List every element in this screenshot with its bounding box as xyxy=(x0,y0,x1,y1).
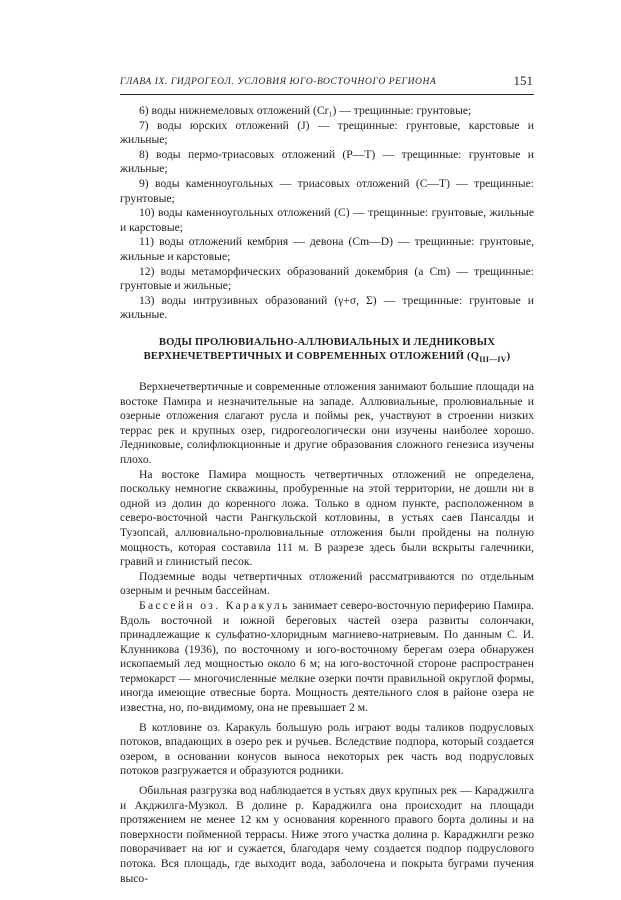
header-rule xyxy=(120,94,534,95)
section-heading-line-2 xyxy=(120,350,534,367)
paragraph-basins: Подземные воды четвертичных отложений рассматриваются по отдельным озерным и речным бассейнам. xyxy=(120,569,534,598)
paragraph-taliks: В котловине оз. Каракуль большую роль играют воды таликов подрусловых потоков, впадающих в озеро рек и ручьев. Вследствие подпора, который создается озером, в основании конусов выноса некоторых рек часть вод подрусловых потоков разгружается и образуются родники. xyxy=(120,720,534,778)
karakul-basin-heading: Бассейн оз. Каракуль xyxy=(139,598,290,612)
list-item: 9) воды каменноугольных — триасовых отложений (C—T) — трещинные: грунтовые; xyxy=(120,176,534,205)
list-item: 10) воды каменноугольных отложений (C) — трещинные: грунтовые, жильные и карстовые; xyxy=(120,206,534,234)
section-heading-subscript: III—IV xyxy=(479,355,507,365)
list-item: 12) воды метаморфических образований докембрия (a Cm) — трещинные: грунтовые и жильные; xyxy=(120,264,534,293)
list-item: 7) воды юрских отложений (J) — трещинные: грунтовые, карстовые и жильные; xyxy=(120,118,534,147)
page-body xyxy=(120,104,534,886)
section-heading xyxy=(120,336,534,367)
section-heading-line-1: ВОДЫ ПРОЛЮВИАЛЬНО-АЛЛЮВИАЛЬНЫХ И ЛЕДНИКОВЫХ xyxy=(158,336,496,348)
running-head: ГЛАВА IX. ГИДРОГЕОЛ. УСЛОВИЯ ЮГО-ВОСТОЧНОГО РЕГИОНА xyxy=(120,77,437,87)
section-heading-close: ) xyxy=(506,350,511,362)
karakul-basin-text: занимает северо-восточную периферию Памира. Вдоль восточной и южной береговых частей озера развиты солончаки, принадлежащие к сульфатно-хлоридным магниево-натриевым. По данным С. И. Клунникова (1936), по восточному и юго-восточному берегам озера обнаружен ископаемый лед мощностью около 6 м; на юго-восточной стороне распространен термокарст — многочисленные мелкие озерки почти правильной округлой формы, иногда имеющие отвесные борта. Мощность деятельного слоя в районе озера не известна, но, по-видимому, она не превышает 2 м. xyxy=(120,598,534,715)
list-item: 6) воды нижнемеловых отложений (Cr₁) — трещинные: грунтовые; xyxy=(139,104,472,117)
section-heading-text: ВЕРХНЕЧЕТВЕРТИЧНЫХ И СОВРЕМЕННЫХ ОТЛОЖЕНИЙ (Q xyxy=(143,350,480,362)
list-item: 13) воды интрузивных образований (γ+σ, Σ) — трещинные: грунтовые и жильные. xyxy=(120,293,534,322)
page-number: 151 xyxy=(513,73,533,88)
paragraph-thickness: На востоке Памира мощность четвертичных отложений не определена, поскольку немногие скважины, пробуренные на этой территории, не дошли ни в одной из долин до коренного ложа. Только в одном пункте, расположенном в северо-восточной части Рангкульской котловины, в устьях саев Пансалды и Тузопсай, аллювиально-пролювиальные отложения были пройдены на полную мощность, которая составила 111 м. В разрезе здесь были вскрыты галечники, гравий и глинистый песок. xyxy=(120,467,534,569)
paragraph-intro: Верхнечетвертичные и современные отложения занимают большие площади на востоке Памира и незначительные на западе. Аллювиальные, пролювиальные и озерные отложения слагают русла и поймы рек, участвуют в строении низких террас рек и крупных озер, гидрогеологически они изучены наиболее хорошо. Ледниковые, солифлюкционные и другие образования сложного генезиса изучены плохо. xyxy=(120,380,534,466)
paragraph-discharge: Обильная разгрузка вод наблюдается в устьях двух крупных рек — Караджилга и Акджилга-Музкол. В долине р. Караджилга она происходит на площади протяжением не менее 12 км у основания коренного правого борта долины и на поверхности пойменной террасы. Ниже этого участка долина р. Караджилги резко поворачивает на юг и сужается, благодаря чему создается подпор подруслового потока. Вся площадь, где выходит вода, заболочена и покрыта буграми пучения высо- xyxy=(120,784,534,885)
aquifer-list xyxy=(120,104,534,323)
list-item: 11) воды отложений кембрия — девона (Cm—D) — трещинные: грунтовые, жильные и карстовые; xyxy=(120,235,534,263)
list-item: 8) воды пермо-триасовых отложений (P—T) — трещинные: грунтовые и жильные; xyxy=(120,147,534,176)
paragraph-karakul-basin xyxy=(120,599,534,716)
